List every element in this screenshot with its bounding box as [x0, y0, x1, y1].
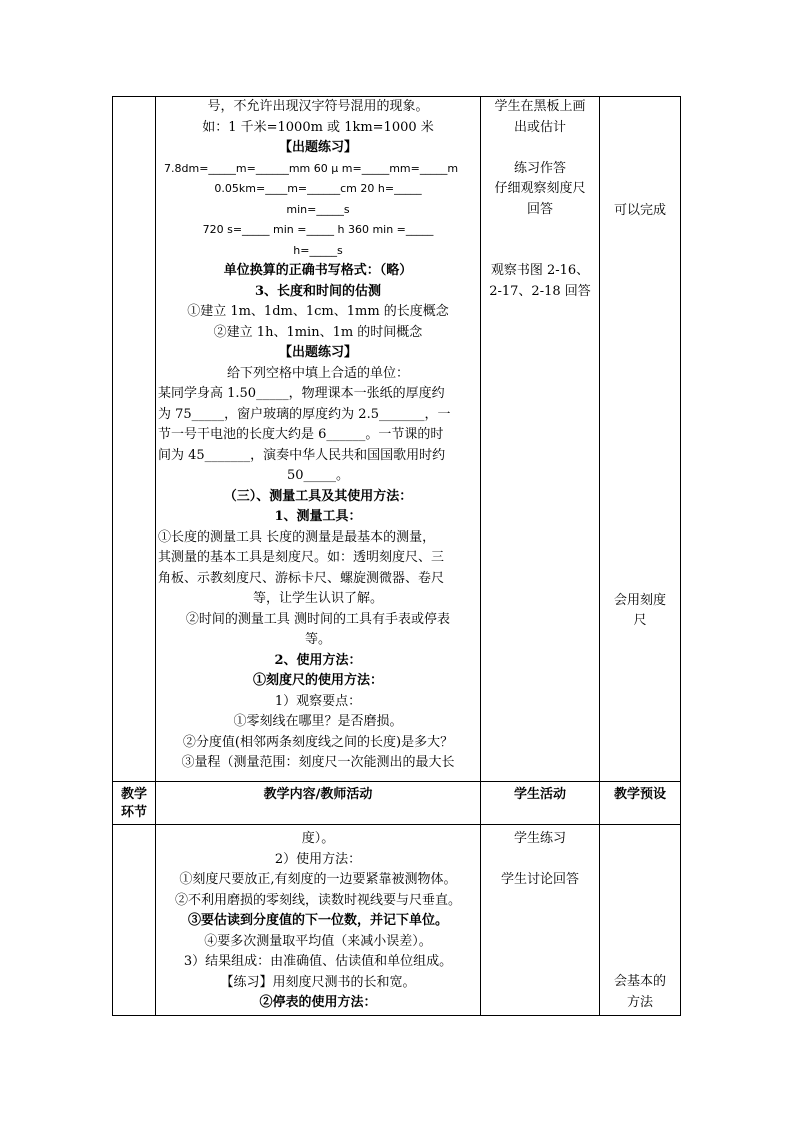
header-content-label: 教学内容/教师活动: [263, 787, 373, 802]
content-line: ①建立 1m、1dm、1cm、1mm 的长度概念: [187, 304, 449, 319]
student-line: 回答: [526, 201, 553, 217]
header-stage-line: 环节: [120, 805, 147, 820]
content-line: ①长度的测量工具 长度的测量是最基本的测量，: [158, 529, 436, 545]
content-line: ④要多次测量取平均值（来减小误差）。: [204, 933, 432, 949]
content-heading: 1、测量工具：: [274, 509, 362, 524]
header-stage-line: 教学: [120, 787, 147, 802]
content-line: 某同学身高 1.50_____，物理课本一张纸的厚度约: [158, 386, 445, 401]
content-line: 50_____。: [286, 468, 350, 483]
preview-line: 会用刻度: [613, 592, 666, 608]
student-line: 2-17、2-18 回答: [489, 283, 591, 299]
header-content-cell: [156, 782, 481, 825]
content-heading: 【出题练习】: [278, 140, 357, 155]
content-line: 【练习】用刻度尺测书的长和宽。: [220, 974, 416, 990]
content-line: ①刻度尺要放正,有刻度的一边要紧靠被测物体。: [179, 872, 457, 887]
content-line: min=_____s: [286, 202, 350, 216]
content-heading: 单位换算的正确书写格式：（略）: [223, 263, 413, 278]
content-line: 3）结果组成：由准确值、估读值和单位组成。: [183, 954, 453, 969]
header-student-cell: [481, 782, 600, 825]
student-activity-cell: [481, 825, 600, 1016]
content-line: 2）使用方法：: [274, 851, 362, 867]
content-line: 给下列空格中填上合适的单位：: [226, 365, 409, 381]
content-line: 为 75_____，窗户玻璃的厚度约为 2.5_______，一: [158, 406, 451, 422]
preview-line: 尺: [633, 613, 647, 628]
content-line: 间为 45_______，演奏中华人民共和国国歌用时约: [158, 447, 446, 463]
content-line: 等，让学生认识了解。: [252, 591, 383, 606]
stage-cell: [113, 825, 156, 1016]
student-line: 练习作答: [513, 160, 566, 176]
content-line: 其测量的基本工具是刻度尺。如：透明刻度尺、三: [158, 550, 445, 565]
content-line: 720 s=_____ min =_____ h 360 min =_____: [202, 223, 434, 236]
student-line: 学生在黑板上画: [494, 99, 586, 114]
content-line: ②分度值(相邻两条刻度线之间的长度)是多大？: [182, 734, 454, 750]
preview-line: 方法: [626, 994, 653, 1010]
student-line: 观察书图 2-16、: [490, 263, 590, 278]
table-row: [113, 825, 681, 1016]
student-line: 学生练习: [513, 831, 566, 846]
content-line: 1）观察要点：: [274, 693, 362, 709]
table-row: [113, 97, 681, 782]
preview-line: 可以完成: [613, 203, 666, 218]
content-heading: ③要估读到分度值的下一位数，并记下单位。: [187, 913, 448, 928]
lesson-plan-table: [112, 96, 681, 1016]
content-line: 节一号干电池的长度大约是 6______。一节课的时: [158, 427, 444, 442]
content-heading: 3、长度和时间的估测: [254, 283, 382, 299]
content-line: 度）。: [301, 831, 335, 846]
content-line: ②建立 1h、1min、1m 的时间概念: [213, 324, 423, 340]
stage-cell: [113, 97, 156, 782]
header-stage-cell: [113, 782, 156, 825]
content-line: 等。: [304, 632, 331, 647]
preview-cell: [600, 97, 681, 782]
content-heading: （三）、测量工具及其使用方法：: [223, 488, 413, 504]
header-preview-label: 教学预设: [613, 787, 666, 802]
preview-line: 会基本的: [613, 974, 666, 989]
content-heading: ①刻度尺的使用方法：: [252, 673, 383, 688]
header-student-label: 学生活动: [513, 787, 566, 802]
table-header-row: [113, 782, 681, 825]
content-cell: [156, 825, 481, 1016]
student-line: 出或估计: [513, 119, 566, 135]
preview-cell: [600, 825, 681, 1016]
content-line: ②不利用磨损的零刻线，读数时视线要与尺垂直。: [174, 892, 461, 908]
content-line: 7.8dm=_____m=______mm 60 μ m=_____mm=_____m: [164, 161, 459, 175]
student-activity-cell: [481, 97, 600, 782]
content-heading: 2、使用方法：: [274, 652, 362, 668]
content-heading: 【出题练习】: [278, 345, 357, 360]
student-line: 仔细观察刻度尺: [494, 181, 586, 196]
content-line: ①零刻线在哪里？是否磨损。: [233, 714, 403, 729]
content-line: ③量程（测量范围：刻度尺一次能测出的最大长: [181, 755, 455, 770]
content-line: ②时间的测量工具 测时间的工具有手表或停表: [185, 611, 451, 627]
student-line: 学生讨论回答: [500, 872, 579, 887]
content-line: h=_____s: [293, 243, 343, 257]
header-preview-cell: [600, 782, 681, 825]
content-line: 如：1 千米=1000m 或 1km=1000 米: [202, 119, 434, 135]
content-line: 号，不允许出现汉字符号混用的现象。: [207, 99, 429, 114]
content-line: 0.05km=____m=______cm 20 h=_____: [214, 182, 422, 195]
content-line: 角板、示教刻度尺、游标卡尺、螺旋测微器、卷尺: [158, 570, 445, 586]
content-heading: ②停表的使用方法：: [259, 995, 377, 1010]
content-cell: [156, 97, 481, 782]
